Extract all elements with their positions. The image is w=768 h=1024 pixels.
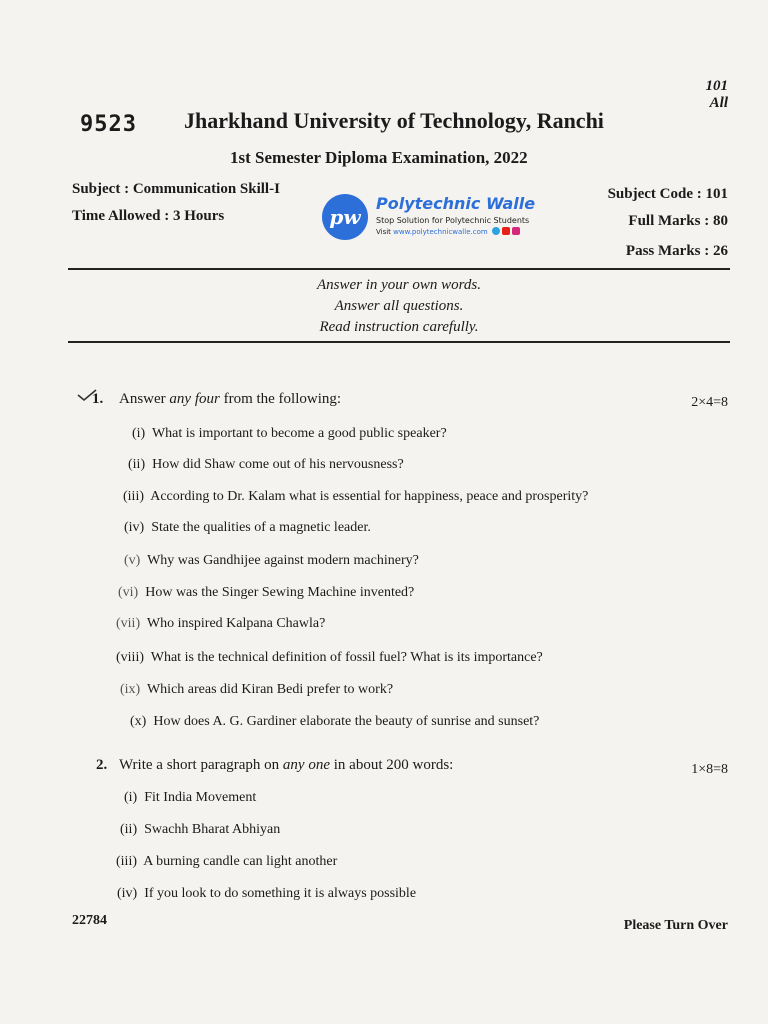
q1-item-3 — [123, 489, 588, 505]
please-turn-over: Please Turn Over — [623, 918, 728, 933]
q2-item-4 — [117, 886, 416, 902]
code-line-2: All — [709, 95, 728, 111]
q1-item-text: How does A. G. Gardiner elaborate the beauty of sunrise and sunset? — [153, 714, 540, 729]
q2-item-number: (i) — [124, 790, 138, 805]
q1-item-number: (vii) — [116, 616, 141, 631]
q1-item-number: (x) — [130, 714, 147, 729]
q1-item-number: (iii) — [123, 489, 144, 504]
code-line-1: 101 — [705, 78, 728, 94]
question-2-prefix: Write a short paragraph on — [119, 757, 283, 773]
q1-item-4 — [124, 520, 371, 536]
q1-item-1 — [132, 426, 447, 442]
q1-item-text: How did Shaw come out of his nervousness? — [152, 457, 404, 472]
q2-item-number: (iii) — [116, 854, 137, 869]
q2-item-number: (iv) — [117, 886, 138, 901]
telegram-icon — [492, 227, 500, 235]
q2-item-text: Swachh Bharat Abhiyan — [144, 822, 281, 837]
footer-code: 22784 — [72, 913, 107, 928]
paper-code: 9523 — [80, 112, 137, 137]
youtube-icon — [502, 227, 510, 235]
q1-item-text: What is the technical definition of fossil fuel? What is its importance? — [150, 650, 543, 665]
subject-label: Subject : Communication Skill-I — [72, 181, 280, 197]
q1-item-text: What is important to become a good public speaker? — [151, 426, 447, 441]
q1-item-text: Which areas did Kiran Bedi prefer to work? — [146, 682, 394, 697]
q1-item-8 — [116, 650, 543, 666]
question-2-marks: 1×8=8 — [691, 762, 728, 777]
full-marks: Full Marks : 80 — [628, 213, 728, 229]
question-1-suffix: from the following: — [219, 391, 342, 407]
university-title: Jharkhand University of Technology, Ranchi — [184, 108, 604, 133]
instruction-1: Answer in your own words. — [316, 277, 482, 293]
pass-marks: Pass Marks : 26 — [625, 243, 728, 259]
polytechnic-walle-logo — [322, 192, 572, 244]
logo-tagline: Stop Solution for Polytechnic Students — [376, 216, 530, 225]
question-2-suffix: in about 200 words: — [330, 757, 454, 773]
q1-item-text: According to Dr. Kalam what is essential for happiness, peace and prosperity? — [150, 489, 589, 504]
top-right-code — [706, 78, 729, 112]
q1-item-number: (ii) — [128, 457, 146, 472]
instructions — [0, 275, 768, 338]
q1-item-number: (v) — [124, 553, 141, 568]
q1-item-number: (vi) — [118, 585, 139, 600]
q2-item-3 — [116, 854, 337, 870]
instagram-icon — [512, 227, 520, 235]
q1-item-6 — [118, 585, 414, 601]
logo-visit-label: Visit — [376, 228, 391, 236]
q1-item-number: (viii) — [116, 650, 144, 665]
q1-item-2 — [128, 457, 404, 473]
q1-item-7 — [116, 616, 325, 632]
q1-item-text: How was the Singer Sewing Machine invented? — [145, 585, 415, 600]
question-2-number: 2. — [96, 757, 108, 773]
q2-item-text: A burning candle can light another — [143, 854, 338, 869]
bottom-divider — [68, 341, 730, 343]
q2-item-text: If you look to do something it is always possible — [144, 886, 417, 901]
question-1-marks: 2×4=8 — [691, 395, 728, 410]
q2-item-text: Fit India Movement — [144, 790, 257, 805]
q1-item-number: (i) — [132, 426, 146, 441]
question-1-heading — [92, 391, 341, 408]
q1-item-number: (ix) — [120, 682, 141, 697]
q1-item-text: State the qualities of a magnetic leader. — [151, 520, 371, 535]
pw-logo-icon: pw — [322, 194, 368, 240]
question-1-emphasis: any four — [169, 391, 220, 407]
instruction-2: Answer all questions. — [334, 298, 464, 314]
logo-name: Polytechnic Walle — [376, 194, 536, 213]
q1-item-text: Why was Gandhijee against modern machinery? — [147, 553, 419, 568]
question-2-heading — [96, 757, 453, 774]
logo-url: www.polytechnicwalle.com — [393, 228, 488, 236]
q2-item-1 — [124, 790, 256, 806]
question-1-prefix: Answer — [119, 391, 170, 407]
question-2-emphasis: any one — [282, 757, 330, 773]
question-1-number: 1. — [92, 391, 104, 407]
q1-item-10 — [130, 714, 539, 730]
logo-visit-line — [376, 227, 520, 236]
exam-title: 1st Semester Diploma Examination, 2022 — [230, 148, 528, 167]
q1-item-text: Who inspired Kalpana Chawla? — [146, 616, 326, 631]
q1-item-9 — [120, 682, 393, 698]
instruction-3: Read instruction carefully. — [319, 319, 479, 335]
q1-item-number: (iv) — [124, 520, 145, 535]
time-allowed: Time Allowed : 3 Hours — [72, 208, 225, 224]
q2-item-number: (ii) — [120, 822, 138, 837]
q1-item-5 — [124, 553, 419, 569]
q2-item-2 — [120, 822, 280, 838]
subject-code: Subject Code : 101 — [607, 186, 728, 202]
top-divider — [68, 268, 730, 270]
